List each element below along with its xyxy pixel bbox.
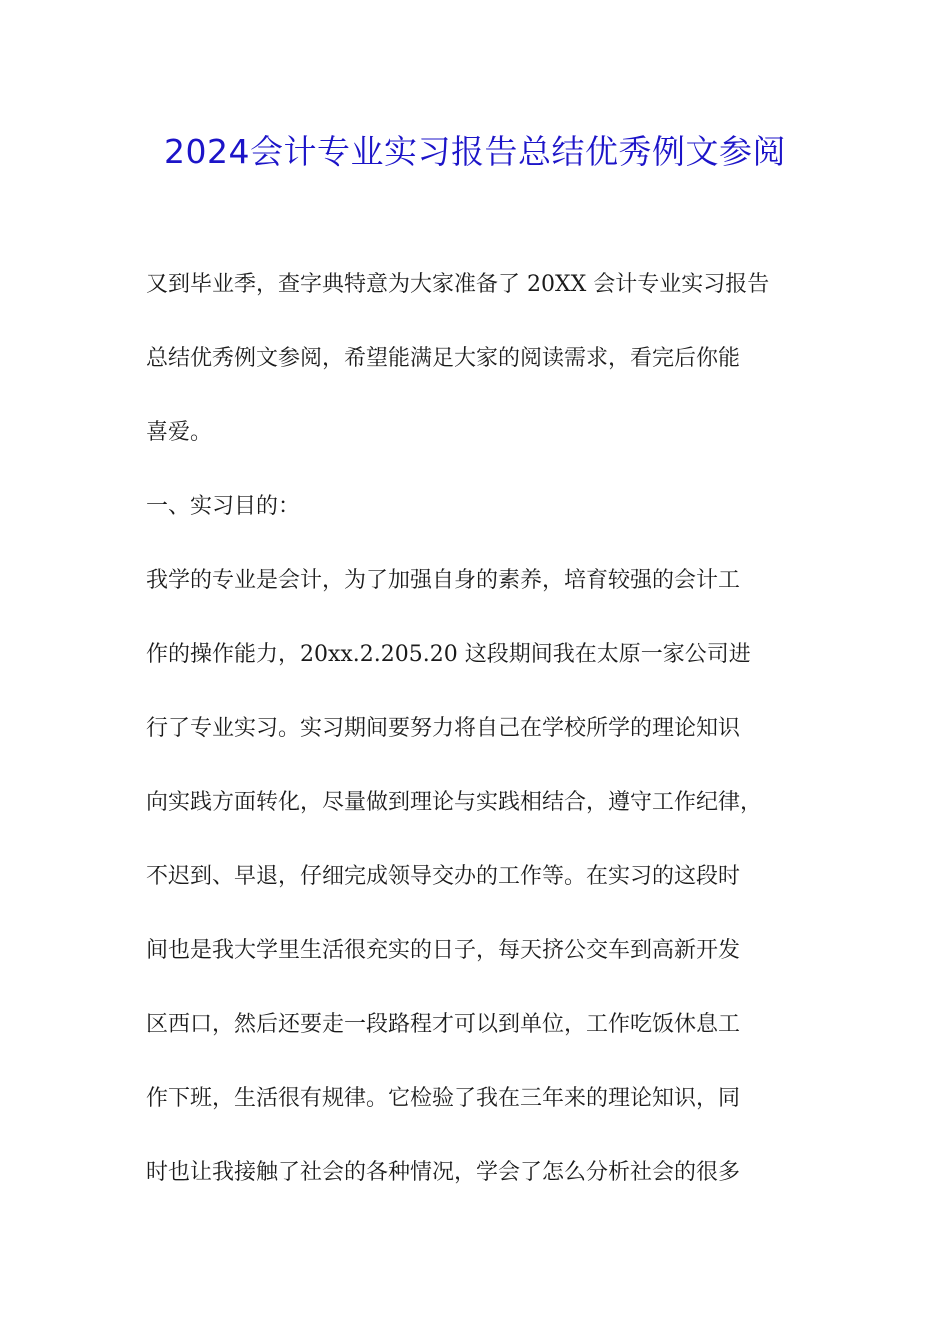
text-line: 作下班，生活很有规律。它检验了我在三年来的理论知识，同 xyxy=(146,1086,741,1111)
section-heading xyxy=(146,470,810,544)
section-heading-text: 一、实习目的： xyxy=(146,494,301,519)
text-line: 向实践方面转化，尽量做到理论与实践相结合，遵守工作纪律， xyxy=(146,790,763,815)
paragraph-body xyxy=(146,544,810,1210)
paragraph-intro xyxy=(146,248,810,470)
text-line: 我学的专业是会计，为了加强自身的素养，培育较强的会计工 xyxy=(146,568,741,593)
document-title: 2024会计专业实习报告总结优秀例文参阅 xyxy=(164,132,786,171)
text-line: 喜爱。 xyxy=(146,420,213,445)
text-line: 间也是我大学里生活很充实的日子，每天挤公交车到高新开发 xyxy=(146,938,741,963)
text-line: 又到毕业季，查字典特意为大家准备了 20XX 会计专业实习报告 xyxy=(146,272,770,297)
text-line: 不迟到、早退，仔细完成领导交办的工作等。在实习的这段时 xyxy=(146,864,741,889)
text-line: 作的操作能力，20xx.2.205.20 这段期间我在太原一家公司进 xyxy=(146,642,751,667)
text-line: 总结优秀例文参阅，希望能满足大家的阅读需求，看完后你能 xyxy=(146,346,741,371)
text-line: 时也让我接触了社会的各种情况，学会了怎么分析社会的很多 xyxy=(146,1160,741,1185)
text-line: 行了专业实习。实习期间要努力将自己在学校所学的理论知识 xyxy=(146,716,741,741)
text-line: 区西口，然后还要走一段路程才可以到单位，工作吃饭休息工 xyxy=(146,1012,741,1037)
